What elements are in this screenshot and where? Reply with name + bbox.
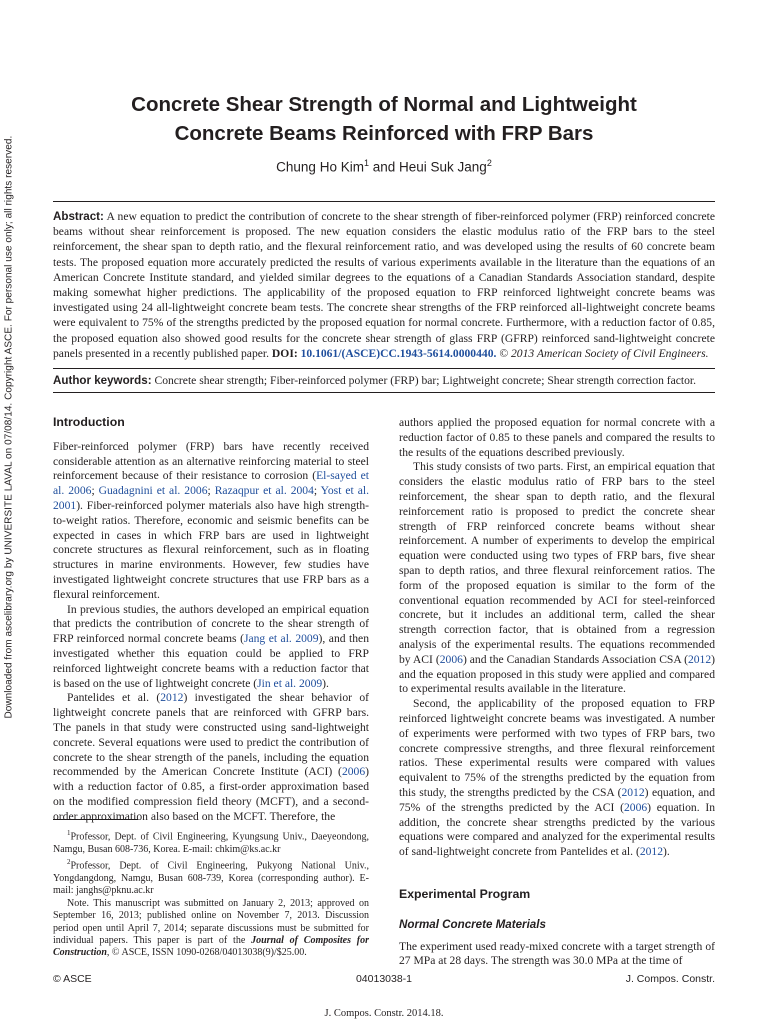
- footnote-1: [53, 827, 369, 856]
- title-line-2: Concrete Beams Reinforced with FRP Bars: [174, 122, 594, 145]
- intro-paragraph-3: [53, 691, 369, 824]
- doi-label: DOI:: [271, 346, 298, 360]
- text-run: ).: [663, 845, 670, 859]
- citation-link[interactable]: 2012: [687, 652, 712, 666]
- text-run: Fiber-reinforced polymer (FRP) bars have recently received considerable attention as an alternative reinforcing material to steel reinforcement because of their resistance to corrosion (: [53, 439, 369, 483]
- intro-paragraph-2: [53, 603, 369, 692]
- citation-link[interactable]: Yost et al. 2001: [53, 484, 370, 512]
- keywords-rule: [53, 392, 715, 393]
- title-line-1: Concrete Shear Strength of Normal and Lightweight: [131, 93, 637, 116]
- right-paragraph-1: authors applied the proposed equation for normal concrete with a reduction factor of 0.85 to these panels and compared the results to the results of the equations described previously.: [399, 416, 715, 459]
- citation-link[interactable]: 2006: [341, 765, 366, 779]
- journal-name: Journal of Composites for Construction: [53, 934, 370, 959]
- citation-line: J. Compos. Constr. 2014.18.: [324, 1008, 444, 1019]
- footnotes: [53, 827, 369, 960]
- introduction-heading: Introduction: [53, 415, 125, 429]
- citation-link[interactable]: 2012: [160, 691, 184, 705]
- normal-concrete-materials-heading: Normal Concrete Materials: [399, 917, 546, 931]
- text-run: ;: [313, 484, 321, 498]
- citation-link[interactable]: 2006: [439, 652, 463, 666]
- text-run: ;: [207, 484, 215, 498]
- text-run: ), and then investigated whether this equation could be applied to FRP reinforced lightweight concrete beams with a reduction factor that is based on the use of lightweight concrete (: [53, 632, 369, 690]
- text-run: ).: [322, 676, 329, 690]
- footer-journal: J. Compos. Constr.: [625, 973, 715, 985]
- text-run: ) equation, and 75% of the strengths predicted by the ACI (: [399, 785, 715, 814]
- left-column: [53, 415, 369, 825]
- text-run: ) with a reduction factor of 0.85, a first-order approximation based on the modified compression field theory (MCFT), and a second-order approximation also based on the MCFT. Therefore, the: [53, 765, 369, 823]
- author-2: Heui Suk Jang: [399, 159, 487, 175]
- text-run: ) and the Canadian Standards Association CSA (: [462, 652, 688, 666]
- text-run: , © ASCE, ISSN 1090-0268/04013038(9)/$25.00.: [106, 947, 307, 959]
- citation-link[interactable]: Jang et al. 2009: [243, 632, 319, 646]
- citation-link[interactable]: 2012: [639, 845, 664, 859]
- text-run: In previous studies, the authors developed an empirical equation that predicts the contribution of concrete to the shear strength of FRP reinforced normal concrete beams (: [53, 602, 369, 646]
- doi-link[interactable]: 10.1061/(ASCE)CC.1943-5614.0000440.: [300, 346, 497, 360]
- author-1-affil: 1: [363, 158, 369, 168]
- text-run: Second, the applicability of the proposed equation to FRP reinforced lightweight concrete beams was investigated. A number of experiments were performed with two types of FRP bars, two concrete compressive strengths, and three flexural reinforcement ratios. These experimental results were compared with values equivalent to 75% of the strengths predicted by the equation from this study, the strengths predicted by the CSA (: [399, 697, 715, 799]
- download-notice: Downloaded from ascelibrary.org by UNIVERSITE LAVAL on 07/08/14. Copyright ASCE. For personal use only; all rights reserved.: [3, 135, 15, 719]
- text-run: ). Fiber-reinforced polymer materials also have high strength-to-weight ratios. Therefore, economic and seismic benefits can be expected in cases in which FRP bars are used in lightweight concrete structures as flexural reinforcement, such as in floating structures in marine environments. However, few studies have investigated lightweight concrete structures that use FRP bars as a flexural reinforcement.: [53, 498, 369, 601]
- author-2-affil: 2: [486, 158, 492, 168]
- author-1: Chung Ho Kim: [276, 159, 364, 175]
- abstract-text: A new equation to predict the contribution of concrete to the shear strength of fiber-reinforced polymer (FRP) reinforced concrete beams without shear reinforcement is proposed. The new equation considers the elastic modulus ratio of the FRP bars to the steel reinforcement, the shear span to depth ratio, and the flexural reinforcement ratio, and was developed using the results of 60 concrete beam tests. The proposed equation more accurately predicted the results of various experiments available in the literature than the equations of an American Concrete Institute standard, and yielded similar degrees to the equations of a Canadian Standards Association standard, despite making somewhat higher predictions. The applicability of the proposed equation to FRP reinforced lightweight concrete beams was investigated using 24 all-lightweight concrete beam tests. The concrete shear strengths of the FRP reinforced all-lightweight concrete beams were equivalent to 75% of the strengths predicted by the proposed equation for normal concrete. Furthermore, with a reduction factor of 0.85, the proposed equation also showed good results for the concrete shear strength of glass FRP (GFRP) reinforced sand-lightweight concrete panels presented in a recently published paper.: [53, 210, 715, 360]
- manuscript-note: [53, 898, 369, 960]
- citation-link[interactable]: Razaqpur et al. 2004: [214, 484, 314, 498]
- citation-link[interactable]: Jin et al. 2009: [257, 676, 323, 690]
- right-paragraph-3: [399, 697, 715, 860]
- footer-article-number: 04013038-1: [355, 973, 413, 985]
- footnote-rule: [53, 819, 138, 820]
- citation-link[interactable]: 2006: [623, 800, 648, 814]
- right-column: [399, 416, 715, 969]
- keywords-label: Author keywords:: [53, 374, 152, 387]
- intro-paragraph-1: [53, 440, 369, 603]
- text-run: ;: [91, 484, 99, 498]
- keywords-text: Concrete shear strength; Fiber-reinforced polymer (FRP) bar; Lightweight concrete; Shear strength correction factor.: [151, 374, 697, 387]
- footnote-marker: 1: [67, 829, 71, 837]
- footnote-2: [53, 856, 369, 898]
- author-keywords: [53, 373, 715, 388]
- experimental-program-heading: Experimental Program: [399, 886, 531, 901]
- abstract-label: Abstract:: [53, 210, 104, 223]
- abstract: [53, 209, 715, 361]
- text-run: ) investigated the shear behavior of lightweight concrete panels that are reinforced with GFRP bars. The panels in that study were constructed using sand-lightweight concrete. Several equations were used to predict the contribution of concrete to the shear strength of the panels, including the equation recommended by the American Concrete Institute (ACI) (: [53, 691, 369, 779]
- top-rule: [53, 201, 715, 202]
- citation-link[interactable]: El-sayed et al. 2006: [53, 469, 370, 498]
- footer-publisher: © ASCE: [53, 973, 92, 985]
- text-run: ) equation. In addition, the concrete shear strengths predicted by the various equations were compared and analyzed for the experimental results of sand-lightweight concrete from Pantelides et al. (: [399, 800, 716, 859]
- text-run: Pantelides et al. (: [67, 691, 161, 705]
- copyright-notice: © 2013 American Society of Civil Engineers.: [496, 346, 709, 360]
- citation-link[interactable]: Guadagnini et al. 2006: [98, 484, 208, 498]
- paper-title: [53, 90, 715, 148]
- author-list: [53, 158, 715, 175]
- right-paragraph-2: [399, 460, 715, 697]
- right-paragraph-4: The experiment used ready-mixed concrete with a target strength of 27 MPa at 28 days. The strength was 30.0 MPa at the time of: [399, 939, 715, 968]
- footnote-marker: 2: [67, 858, 71, 867]
- text-run: This study consists of two parts. First, an empirical equation that considers the elastic modulus ratio of FRP bars to the steel reinforcement, the shear span to depth ratio, and the flexural reinforcement ratio is proposed to predict the concrete shear strength of FRP reinforced concrete beams without shear reinforcement. A number of experiments to develop the empirical equation were conducted using two types of FRP bars, five shear span to depth ratios, and three flexural reinforcement ratios. The form of the proposed equation is similar to the form of the conventional equation recommended by ACI for steel-reinforced concrete, but it includes an additional term, called the shear strength correction factor, that is obtained from a regression analysis of the experimental results. The equations recommended by ACI (: [399, 460, 715, 666]
- text-run: Note. This manuscript was submitted on January 2, 2013; approved on September 16, 2013; published online on November 7, 2013. Discussion period open until April 7, 2014; separate discussions must be submitted for individual papers. This paper is part of the: [53, 897, 369, 946]
- citation-link[interactable]: 2012: [621, 785, 645, 799]
- text-run: ) and the equation proposed in this study were applied and compared to experimental results available in the literature.: [399, 652, 716, 696]
- footnote-text: Professor, Dept. of Civil Engineering, Pukyong National Univ., Yongdangdong, Namgu, Busan 608-739, Korea (corresponding author). E-mail: janghs@pknu.ac.kr: [53, 860, 369, 897]
- footnote-text: Professor, Dept. of Civil Engineering, Kyungsung Univ., Daeyeondong, Namgu, Busan 608-736, Korea. E-mail: chkim@ks.ac.kr: [53, 831, 369, 855]
- author-separator: and: [368, 159, 399, 175]
- abstract-rule: [53, 368, 715, 369]
